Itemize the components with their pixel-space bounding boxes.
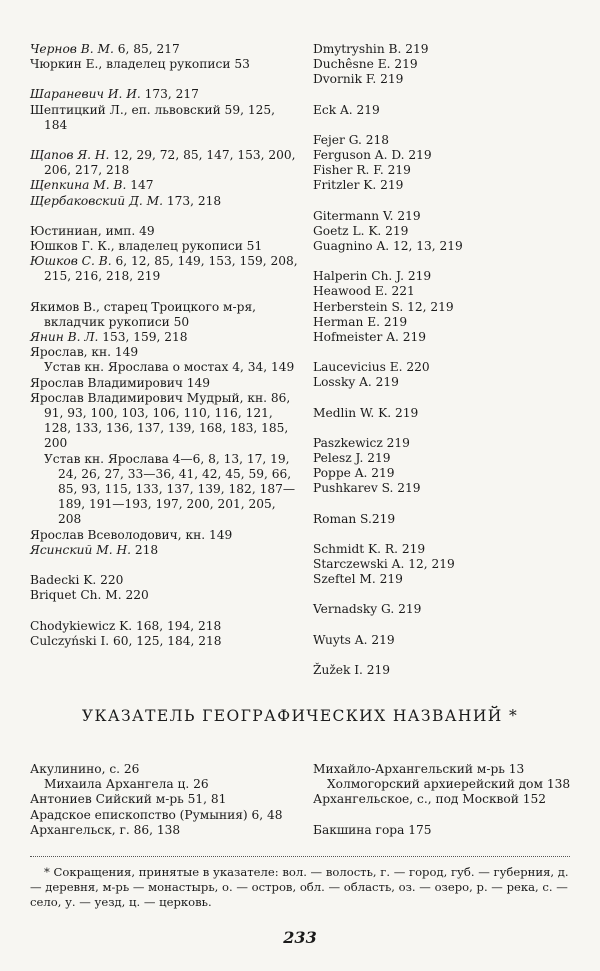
index-entry: Herman E. 219: [313, 314, 408, 329]
index-entry: Schmidt K. R. 219: [313, 541, 426, 556]
index-entry: [30, 194, 300, 209]
index-entry: [30, 87, 300, 102]
index-entry: Архангельское, с., под Москвой 152: [313, 792, 547, 807]
index-entry: [30, 588, 300, 603]
index-entry: [30, 148, 300, 178]
index-entry: Poppe A. 219: [313, 466, 395, 481]
entry-gap: [313, 88, 583, 103]
geo-index-left-column: [30, 762, 310, 838]
index-entry: Wuyts A. 219: [313, 632, 395, 647]
index-entry: [30, 360, 300, 375]
entry-text: Briquet Ch. M. 220: [30, 588, 149, 603]
index-entry: [30, 619, 300, 634]
entry-text: Шептицкий Л., еп. львовский 59, 125, 184: [30, 102, 275, 132]
footnote-divider: [30, 856, 570, 857]
index-entry: [30, 376, 300, 391]
page-number: 233: [283, 928, 317, 947]
entry-text: 6, 12, 85, 149, 153, 159, 208, 215, 216, 218, 219: [44, 254, 298, 284]
index-entry: Vernadsky G. 219: [313, 602, 422, 617]
index-entry: Pushkarev S. 219: [313, 481, 421, 496]
entry-text: Badecki K. 220: [30, 573, 124, 588]
entry-gap: [313, 648, 583, 663]
entry-text: 12, 29, 72, 85, 147, 153, 200, 206, 217, 218: [44, 148, 296, 178]
entry-text: Юстиниан, имп. 49: [30, 223, 155, 238]
index-entry: Goetz L. K. 219: [313, 223, 409, 238]
index-entry: Fejer G. 218: [313, 132, 390, 147]
index-entry: Fritzler K. 219: [313, 178, 404, 193]
index-entry: Eck A. 219: [313, 102, 380, 117]
entry-text: 147: [126, 178, 154, 193]
name-index-left-column: [30, 42, 300, 649]
entry-gap: [313, 587, 583, 602]
index-entry: [30, 42, 300, 57]
entry-gap: [313, 118, 583, 133]
entry-gap: [30, 604, 300, 619]
entry-name: Шараневич И. И.: [30, 87, 141, 102]
index-entry: Starczewski A. 12, 219: [313, 557, 455, 572]
index-entry: Бакшина гора 175: [313, 822, 432, 837]
index-entry: [30, 178, 300, 193]
index-entry: Fisher R. F. 219: [313, 163, 411, 178]
entry-gap: [30, 285, 300, 300]
index-entry: Halperin Ch. J. 219: [313, 269, 432, 284]
geo-index-right-column: [313, 762, 593, 838]
index-entry: [30, 391, 300, 452]
index-entry: Heawood E. 221: [313, 284, 415, 299]
entry-gap: [313, 421, 583, 436]
entry-text: Ярослав, кн. 149: [30, 345, 139, 360]
entry-text: Ярослав Всеволодович, кн. 149: [30, 527, 233, 542]
index-entry: Herberstein S. 12, 219: [313, 299, 454, 314]
entry-name: Янин В. Л.: [30, 330, 99, 345]
index-entry: [30, 634, 300, 649]
index-entry: Žužek I. 219: [313, 662, 391, 677]
entry-name: Чернов В. М.: [30, 42, 114, 56]
entry-gap: [313, 497, 583, 512]
index-entry: Szeftel M. 219: [313, 572, 403, 587]
index-entry: Roman S.219: [313, 511, 396, 526]
entry-name: Юшков С. В.: [30, 254, 112, 269]
entry-text: Ярослав Владимирович 149: [30, 375, 211, 390]
entry-text: 153, 159, 218: [98, 330, 188, 345]
index-entry: Paszkewicz 219: [313, 435, 410, 450]
index-entry: [30, 452, 300, 528]
section-title: УКАЗАТЕЛЬ ГЕОГРАФИЧЕСКИХ НАЗВАНИЙ *: [81, 707, 519, 725]
index-entry: Lossky A. 219: [313, 375, 399, 390]
entry-text: Ярослав Владимирович Мудрый, кн. 86, 91, 93, 100, 103, 106, 110, 116, 121, 128, 133, 136, 137, 139, 168, 183, 185, 200: [30, 390, 291, 451]
index-entry: [30, 254, 300, 284]
entry-text: 218: [130, 542, 159, 557]
index-entry: [30, 345, 300, 360]
index-entry: Guagnino A. 12, 13, 219: [313, 239, 463, 254]
index-entry: Medlin W. K. 219: [313, 405, 419, 420]
entry-name: Ясинский М. Н.: [30, 542, 131, 557]
index-entry: Холмогорский архиерейский дом 138: [327, 777, 571, 792]
index-entry: [30, 573, 300, 588]
entry-text: Chodykiewicz K. 168, 194, 218: [30, 618, 222, 633]
entry-gap: [313, 527, 583, 542]
index-entry: [30, 543, 300, 558]
index-entry: Duchêsne E. 219: [313, 57, 418, 72]
index-entry: Laucevicius E. 220: [313, 360, 430, 375]
index-entry: Pelesz J. 219: [313, 451, 391, 466]
entry-name: Щапов Я. Н.: [30, 148, 110, 163]
index-entry: [30, 224, 300, 239]
index-entry: Акулинино, с. 26: [30, 762, 140, 776]
index-entry: Архангельск, г. 86, 138: [30, 822, 181, 837]
entry-text: Устав кн. Ярослава 4—6, 8, 13, 17, 19, 24, 26, 27, 33—36, 41, 42, 45, 59, 66, 85, 93, 115, 133, 137, 139, 182, 187—189, 191—193, 197, 200, 201, 205, 208: [44, 451, 296, 527]
index-entry: [30, 300, 300, 330]
entry-text: Юшков Г. К., владелец рукописи 51: [30, 239, 263, 254]
entry-gap: [313, 808, 593, 823]
index-entry: Ferguson A. D. 219: [313, 148, 432, 163]
entry-text: Якимов В., старец Троицкого м-ря, вкладчик рукописи 50: [30, 299, 257, 329]
entry-gap: [313, 254, 583, 269]
index-entry: Dvornik F. 219: [313, 72, 404, 87]
index-entry: Арадское епископство (Румыния) 6, 48: [30, 807, 283, 822]
entry-text: Culczyński I. 60, 125, 184, 218: [30, 633, 222, 648]
footnote: * Сокращения, принятые в указателе: вол. — волость, г. — город, губ. — губерния, д. — деревня, м-рь — монастырь, о. — остров, обл. — область, оз. — озеро, р. — река, с. — село, у. — уезд, ц. — церковь.: [30, 865, 569, 909]
entry-text: 6, 85, 217: [113, 42, 180, 56]
entry-text: 173, 218: [163, 193, 222, 208]
index-entry: [30, 57, 300, 72]
entry-text: 173, 217: [140, 87, 199, 102]
entry-gap: [313, 194, 583, 209]
entry-gap: [30, 209, 300, 224]
entry-text: Чюркин Е., владелец рукописи 53: [30, 57, 250, 72]
index-entry: Dmytryshin B. 219: [313, 42, 429, 56]
entry-gap: [30, 558, 300, 573]
index-entry: Антониев Сийский м-рь 51, 81: [30, 792, 227, 807]
index-entry: Gitermann V. 219: [313, 208, 421, 223]
entry-name: Щепкина М. В.: [30, 178, 127, 193]
entry-gap: [313, 391, 583, 406]
index-entry: Михаила Архангела ц. 26: [44, 777, 209, 792]
index-entry: Hofmeister A. 219: [313, 330, 427, 345]
entry-text: Устав кн. Ярослава о мостах 4, 34, 149: [44, 360, 295, 375]
entry-gap: [30, 133, 300, 148]
entry-gap: [30, 72, 300, 87]
name-index-right-column: [313, 42, 583, 678]
index-entry: Михайло-Архангельский м-рь 13: [313, 762, 525, 776]
index-entry: [30, 528, 300, 543]
index-entry: [30, 239, 300, 254]
entry-gap: [313, 345, 583, 360]
index-entry: [30, 103, 300, 133]
entry-gap: [313, 618, 583, 633]
entry-name: Щербаковский Д. М.: [30, 193, 164, 208]
index-entry: [30, 330, 300, 345]
